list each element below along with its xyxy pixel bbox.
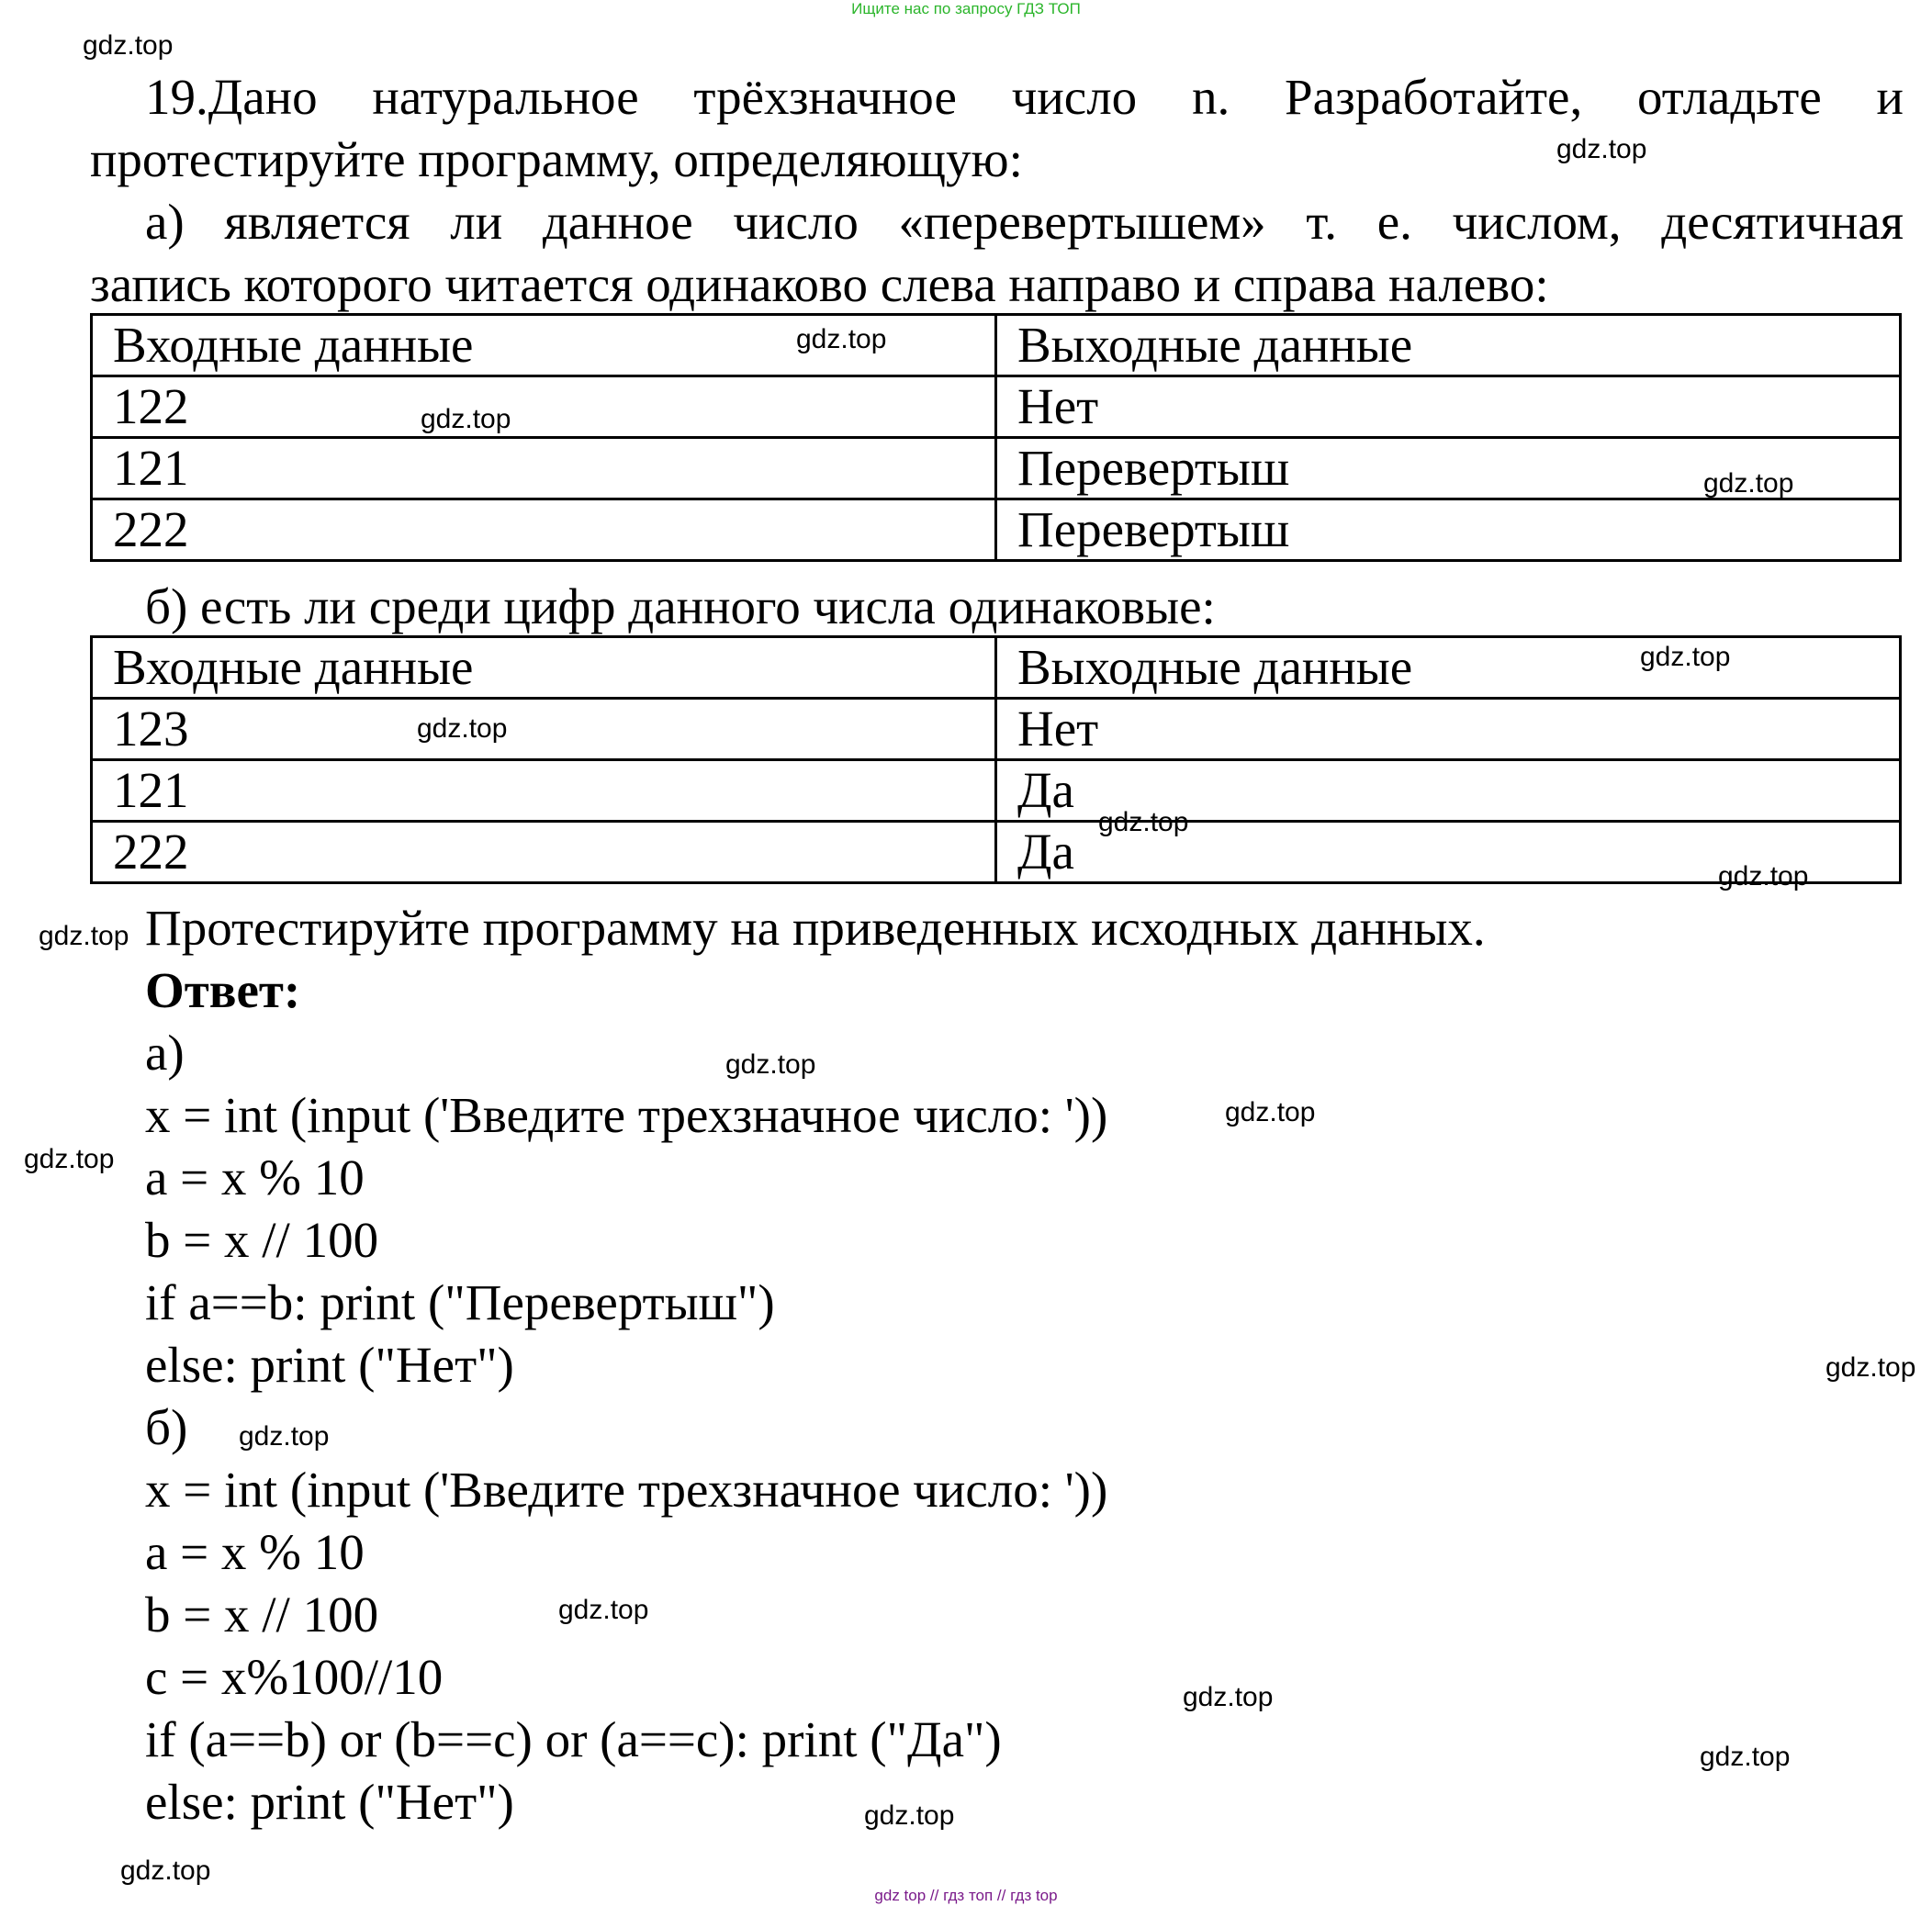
table-cell: Нет bbox=[996, 376, 1901, 438]
table-b-header-input: Входные данные bbox=[92, 637, 996, 699]
table-cell: 222 bbox=[92, 822, 996, 883]
table-cell: 222 bbox=[92, 499, 996, 561]
watermark: gdz.top bbox=[417, 713, 508, 744]
watermark: gdz.top bbox=[1098, 807, 1189, 837]
task-a-line-1: а) является ли данное число «перевертышем» т. е. числом, десятичная bbox=[145, 194, 1904, 250]
task-line-2: протестируйте программу, определяющую: bbox=[90, 131, 1023, 187]
watermark: gdz.top bbox=[1703, 468, 1794, 499]
code-line: x = int (input ('Введите трехзначное число: ')) bbox=[145, 1462, 1108, 1518]
watermark: gdz.top bbox=[1183, 1682, 1274, 1712]
task-line-1: 19.Дано натуральное трёхзначное число n. Разработайте, отладьте и bbox=[145, 69, 1904, 125]
answer-b-label: б) bbox=[145, 1399, 188, 1455]
watermark: gdz.top bbox=[558, 1595, 649, 1625]
watermark: gdz.top bbox=[1556, 134, 1647, 164]
watermark: gdz.top bbox=[1225, 1097, 1316, 1127]
watermark: gdz.top bbox=[39, 921, 129, 951]
code-line: x = int (input ('Введите трехзначное число: ')) bbox=[145, 1087, 1108, 1143]
answer-label: Ответ: bbox=[145, 962, 301, 1018]
code-line: if (a==b) or (b==c) or (a==c): print ("Да") bbox=[145, 1711, 1002, 1767]
watermark: gdz.top bbox=[725, 1049, 816, 1080]
table-row bbox=[92, 438, 1901, 499]
table-row bbox=[92, 760, 1901, 822]
table-cell: Перевертыш bbox=[996, 438, 1901, 499]
code-line: b = x // 100 bbox=[145, 1586, 379, 1643]
top-banner: Ищите нас по запросу ГДЗ ТОП bbox=[851, 0, 1081, 17]
table-cell: 121 bbox=[92, 760, 996, 822]
code-line: b = x // 100 bbox=[145, 1212, 379, 1268]
table-row bbox=[92, 699, 1901, 760]
code-line: a = x % 10 bbox=[145, 1524, 365, 1580]
table-a-header-input: Входные данные bbox=[92, 315, 996, 376]
watermark: gdz.top bbox=[1700, 1742, 1791, 1772]
code-line: else: print ("Нет") bbox=[145, 1337, 514, 1393]
watermark: gdz.top bbox=[1718, 861, 1809, 891]
table-a-header-output: Выходные данные bbox=[996, 315, 1901, 376]
table-cell: 122 bbox=[92, 376, 996, 438]
watermark: gdz.top bbox=[1825, 1352, 1916, 1383]
test-instruction: Протестируйте программу на приведенных исходных данных. bbox=[145, 900, 1486, 956]
code-line: c = x%100//10 bbox=[145, 1649, 444, 1705]
table-cell: Да bbox=[996, 760, 1901, 822]
table-b bbox=[90, 635, 1902, 884]
task-a-line-2: запись которого читается одинаково слева направо и справа налево: bbox=[90, 256, 1549, 312]
table-b-header-row bbox=[92, 637, 1901, 699]
code-line: a = x % 10 bbox=[145, 1149, 365, 1205]
watermark: gdz.top bbox=[796, 324, 887, 354]
watermark: gdz.top bbox=[864, 1800, 955, 1831]
watermark: gdz.top bbox=[421, 404, 511, 434]
code-line: else: print ("Нет") bbox=[145, 1774, 514, 1830]
table-b-header-output: Выходные данные bbox=[996, 637, 1901, 699]
watermark: gdz.top bbox=[239, 1421, 330, 1452]
code-line: if a==b: print ("Перевертыш") bbox=[145, 1274, 775, 1330]
table-cell: 121 bbox=[92, 438, 996, 499]
table-row bbox=[92, 376, 1901, 438]
footer-links: gdz top // гдз топ // гдз top bbox=[874, 1887, 1058, 1904]
table-cell: Нет bbox=[996, 699, 1901, 760]
watermark: gdz.top bbox=[1640, 642, 1731, 672]
table-a-header-row bbox=[92, 315, 1901, 376]
table-cell: 123 bbox=[92, 699, 996, 760]
watermark: gdz.top bbox=[24, 1144, 115, 1174]
table-a bbox=[90, 313, 1902, 562]
table-row bbox=[92, 822, 1901, 883]
task-b-line: б) есть ли среди цифр данного числа одинаковые: bbox=[145, 578, 1216, 634]
table-cell: Перевертыш bbox=[996, 499, 1901, 561]
answer-a-label: а) bbox=[145, 1025, 185, 1081]
watermark: gdz.top bbox=[120, 1856, 211, 1886]
table-cell: Да bbox=[996, 822, 1901, 883]
watermark: gdz.top bbox=[83, 30, 174, 61]
table-row bbox=[92, 499, 1901, 561]
